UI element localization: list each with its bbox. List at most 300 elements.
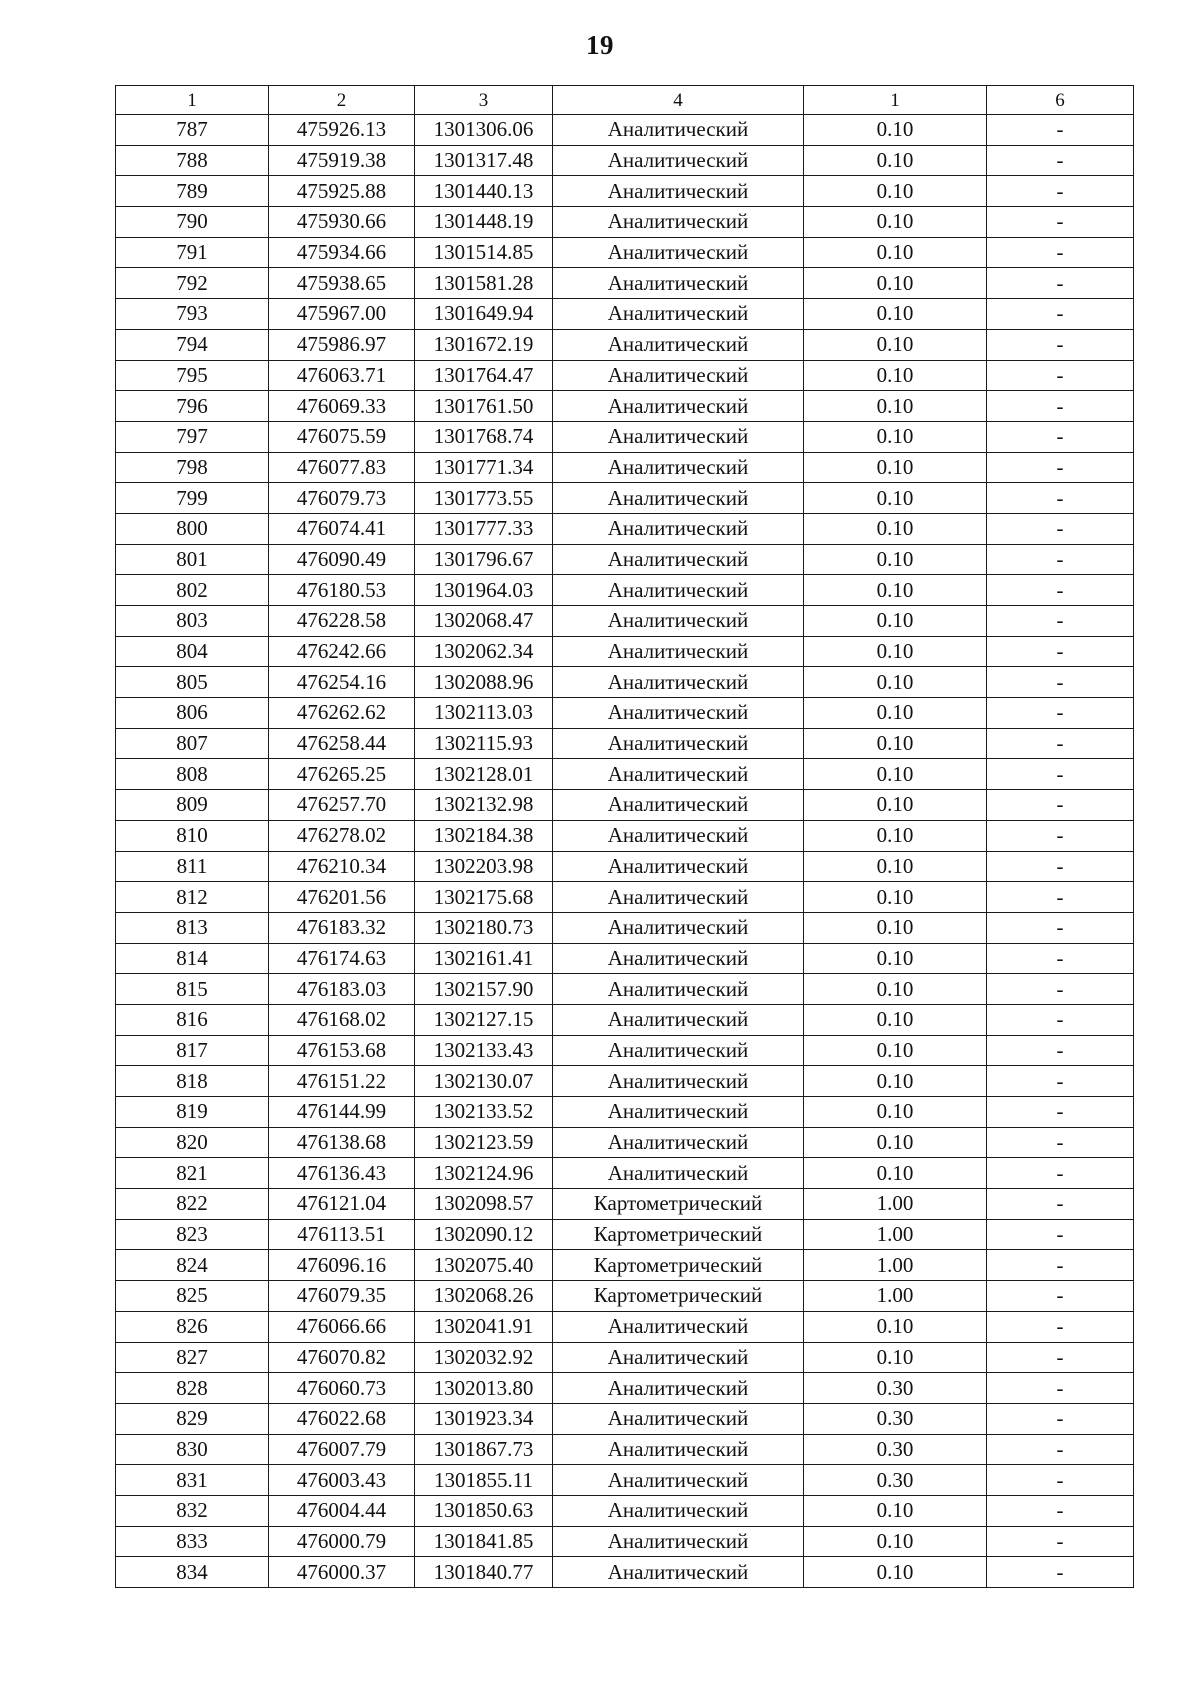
- accuracy-cell: 0.10: [804, 575, 987, 606]
- x-coordinate-cell: 475986.97: [269, 329, 415, 360]
- description-cell: -: [987, 1342, 1134, 1373]
- accuracy-cell: 0.10: [804, 299, 987, 330]
- accuracy-cell: 0.10: [804, 207, 987, 238]
- y-coordinate-cell: 1301867.73: [415, 1434, 553, 1465]
- method-cell: Аналитический: [553, 1097, 804, 1128]
- y-coordinate-cell: 1301317.48: [415, 145, 553, 176]
- description-cell: -: [987, 759, 1134, 790]
- table-row: [116, 636, 1134, 667]
- table-row: [116, 667, 1134, 698]
- x-coordinate-cell: 476066.66: [269, 1311, 415, 1342]
- table-row: [116, 1495, 1134, 1526]
- x-coordinate-cell: 476074.41: [269, 513, 415, 544]
- table-row: [116, 1219, 1134, 1250]
- point-number-cell: 831: [116, 1465, 269, 1496]
- x-coordinate-cell: 476090.49: [269, 544, 415, 575]
- accuracy-cell: 0.10: [804, 360, 987, 391]
- point-number-cell: 791: [116, 237, 269, 268]
- method-cell: Аналитический: [553, 544, 804, 575]
- table-row: [116, 974, 1134, 1005]
- point-number-cell: 824: [116, 1250, 269, 1281]
- point-number-cell: 833: [116, 1526, 269, 1557]
- description-cell: -: [987, 1526, 1134, 1557]
- page-number: 19: [586, 30, 614, 60]
- y-coordinate-cell: 1302041.91: [415, 1311, 553, 1342]
- table-row: [116, 1158, 1134, 1189]
- accuracy-cell: 0.10: [804, 1097, 987, 1128]
- table-row: [116, 360, 1134, 391]
- point-number-cell: 822: [116, 1189, 269, 1220]
- y-coordinate-cell: 1301649.94: [415, 299, 553, 330]
- x-coordinate-cell: 476210.34: [269, 851, 415, 882]
- table-row: [116, 1004, 1134, 1035]
- y-coordinate-cell: 1301841.85: [415, 1526, 553, 1557]
- x-coordinate-cell: 476153.68: [269, 1035, 415, 1066]
- description-cell: -: [987, 1373, 1134, 1404]
- method-cell: Аналитический: [553, 943, 804, 974]
- accuracy-cell: 1.00: [804, 1281, 987, 1312]
- y-coordinate-cell: 1301764.47: [415, 360, 553, 391]
- point-number-cell: 827: [116, 1342, 269, 1373]
- method-cell: Аналитический: [553, 912, 804, 943]
- x-coordinate-cell: 476079.35: [269, 1281, 415, 1312]
- point-number-cell: 825: [116, 1281, 269, 1312]
- table-row: [116, 851, 1134, 882]
- table-header-row: [116, 86, 1134, 115]
- table-row: [116, 207, 1134, 238]
- accuracy-cell: 0.10: [804, 513, 987, 544]
- description-cell: -: [987, 483, 1134, 514]
- method-cell: Аналитический: [553, 698, 804, 729]
- method-cell: Аналитический: [553, 1434, 804, 1465]
- method-cell: Аналитический: [553, 759, 804, 790]
- description-cell: -: [987, 207, 1134, 238]
- table-row: [116, 513, 1134, 544]
- method-cell: Аналитический: [553, 1311, 804, 1342]
- x-coordinate-cell: 475926.13: [269, 115, 415, 146]
- accuracy-cell: 0.10: [804, 1557, 987, 1588]
- table-row: [116, 1127, 1134, 1158]
- point-number-cell: 790: [116, 207, 269, 238]
- accuracy-cell: 0.10: [804, 268, 987, 299]
- description-cell: -: [987, 176, 1134, 207]
- accuracy-cell: 1.00: [804, 1219, 987, 1250]
- x-coordinate-cell: 476262.62: [269, 698, 415, 729]
- method-cell: Аналитический: [553, 1066, 804, 1097]
- table-row: [116, 268, 1134, 299]
- x-coordinate-cell: 476060.73: [269, 1373, 415, 1404]
- accuracy-cell: 1.00: [804, 1189, 987, 1220]
- description-cell: -: [987, 1004, 1134, 1035]
- description-cell: -: [987, 667, 1134, 698]
- description-cell: -: [987, 790, 1134, 821]
- accuracy-cell: 0.10: [804, 452, 987, 483]
- x-coordinate-cell: 476121.04: [269, 1189, 415, 1220]
- table-row: [116, 544, 1134, 575]
- x-coordinate-cell: 475938.65: [269, 268, 415, 299]
- table-row: [116, 483, 1134, 514]
- accuracy-cell: 1.00: [804, 1250, 987, 1281]
- method-cell: Аналитический: [553, 513, 804, 544]
- accuracy-cell: 0.10: [804, 636, 987, 667]
- y-coordinate-cell: 1302175.68: [415, 882, 553, 913]
- method-cell: Аналитический: [553, 820, 804, 851]
- table-row: [116, 1373, 1134, 1404]
- table-row: [116, 176, 1134, 207]
- y-coordinate-cell: 1302133.43: [415, 1035, 553, 1066]
- table-row: [116, 1250, 1134, 1281]
- table-row: [116, 698, 1134, 729]
- method-cell: Аналитический: [553, 115, 804, 146]
- y-coordinate-cell: 1302184.38: [415, 820, 553, 851]
- table-row: [116, 1035, 1134, 1066]
- point-number-cell: 789: [116, 176, 269, 207]
- description-cell: -: [987, 1311, 1134, 1342]
- column-header: 1: [804, 86, 987, 115]
- point-number-cell: 800: [116, 513, 269, 544]
- x-coordinate-cell: 476144.99: [269, 1097, 415, 1128]
- y-coordinate-cell: 1302124.96: [415, 1158, 553, 1189]
- point-number-cell: 815: [116, 974, 269, 1005]
- description-cell: -: [987, 1066, 1134, 1097]
- x-coordinate-cell: 476151.22: [269, 1066, 415, 1097]
- table-row: [116, 329, 1134, 360]
- table-row: [116, 728, 1134, 759]
- y-coordinate-cell: 1301672.19: [415, 329, 553, 360]
- description-cell: -: [987, 1434, 1134, 1465]
- y-coordinate-cell: 1302180.73: [415, 912, 553, 943]
- accuracy-cell: 0.10: [804, 943, 987, 974]
- description-cell: -: [987, 575, 1134, 606]
- table-row: [116, 391, 1134, 422]
- point-number-cell: 810: [116, 820, 269, 851]
- description-cell: -: [987, 1127, 1134, 1158]
- y-coordinate-cell: 1301850.63: [415, 1495, 553, 1526]
- table-row: [116, 606, 1134, 637]
- description-cell: -: [987, 820, 1134, 851]
- accuracy-cell: 0.30: [804, 1434, 987, 1465]
- x-coordinate-cell: 476007.79: [269, 1434, 415, 1465]
- y-coordinate-cell: 1301448.19: [415, 207, 553, 238]
- accuracy-cell: 0.10: [804, 1066, 987, 1097]
- x-coordinate-cell: 476079.73: [269, 483, 415, 514]
- method-cell: Картометрический: [553, 1219, 804, 1250]
- table-row: [116, 145, 1134, 176]
- description-cell: -: [987, 606, 1134, 637]
- point-number-cell: 798: [116, 452, 269, 483]
- x-coordinate-cell: 476183.32: [269, 912, 415, 943]
- x-coordinate-cell: 476003.43: [269, 1465, 415, 1496]
- method-cell: Аналитический: [553, 483, 804, 514]
- y-coordinate-cell: 1302098.57: [415, 1189, 553, 1220]
- description-cell: -: [987, 1465, 1134, 1496]
- point-number-cell: 817: [116, 1035, 269, 1066]
- y-coordinate-cell: 1302113.03: [415, 698, 553, 729]
- table-row: [116, 1526, 1134, 1557]
- method-cell: Аналитический: [553, 790, 804, 821]
- description-cell: -: [987, 912, 1134, 943]
- x-coordinate-cell: 476138.68: [269, 1127, 415, 1158]
- accuracy-cell: 0.10: [804, 145, 987, 176]
- y-coordinate-cell: 1302123.59: [415, 1127, 553, 1158]
- description-cell: -: [987, 1097, 1134, 1128]
- description-cell: -: [987, 452, 1134, 483]
- y-coordinate-cell: 1302032.92: [415, 1342, 553, 1373]
- description-cell: -: [987, 329, 1134, 360]
- table-row: [116, 1097, 1134, 1128]
- x-coordinate-cell: 476174.63: [269, 943, 415, 974]
- method-cell: Аналитический: [553, 1526, 804, 1557]
- accuracy-cell: 0.10: [804, 237, 987, 268]
- accuracy-cell: 0.10: [804, 544, 987, 575]
- y-coordinate-cell: 1301964.03: [415, 575, 553, 606]
- table-row: [116, 1342, 1134, 1373]
- table-row: [116, 820, 1134, 851]
- method-cell: Аналитический: [553, 1035, 804, 1066]
- y-coordinate-cell: 1301440.13: [415, 176, 553, 207]
- coordinates-table: [115, 85, 1134, 1588]
- point-number-cell: 809: [116, 790, 269, 821]
- x-coordinate-cell: 476000.79: [269, 1526, 415, 1557]
- accuracy-cell: 0.10: [804, 176, 987, 207]
- x-coordinate-cell: 476180.53: [269, 575, 415, 606]
- point-number-cell: 821: [116, 1158, 269, 1189]
- method-cell: Аналитический: [553, 421, 804, 452]
- x-coordinate-cell: 476069.33: [269, 391, 415, 422]
- column-header: 1: [116, 86, 269, 115]
- accuracy-cell: 0.30: [804, 1403, 987, 1434]
- method-cell: Аналитический: [553, 1158, 804, 1189]
- table-row: [116, 237, 1134, 268]
- column-header: 2: [269, 86, 415, 115]
- method-cell: Аналитический: [553, 207, 804, 238]
- method-cell: Картометрический: [553, 1189, 804, 1220]
- point-number-cell: 830: [116, 1434, 269, 1465]
- x-coordinate-cell: 475919.38: [269, 145, 415, 176]
- y-coordinate-cell: 1302075.40: [415, 1250, 553, 1281]
- method-cell: Аналитический: [553, 145, 804, 176]
- accuracy-cell: 0.10: [804, 329, 987, 360]
- description-cell: -: [987, 145, 1134, 176]
- accuracy-cell: 0.10: [804, 1495, 987, 1526]
- table-row: [116, 943, 1134, 974]
- description-cell: -: [987, 237, 1134, 268]
- y-coordinate-cell: 1302013.80: [415, 1373, 553, 1404]
- table-row: [116, 1403, 1134, 1434]
- y-coordinate-cell: 1301771.34: [415, 452, 553, 483]
- accuracy-cell: 0.10: [804, 421, 987, 452]
- description-cell: -: [987, 513, 1134, 544]
- point-number-cell: 828: [116, 1373, 269, 1404]
- description-cell: -: [987, 391, 1134, 422]
- accuracy-cell: 0.10: [804, 851, 987, 882]
- x-coordinate-cell: 476075.59: [269, 421, 415, 452]
- method-cell: Аналитический: [553, 1557, 804, 1588]
- accuracy-cell: 0.10: [804, 912, 987, 943]
- description-cell: -: [987, 1281, 1134, 1312]
- point-number-cell: 794: [116, 329, 269, 360]
- description-cell: -: [987, 728, 1134, 759]
- method-cell: Аналитический: [553, 329, 804, 360]
- x-coordinate-cell: 476022.68: [269, 1403, 415, 1434]
- point-number-cell: 801: [116, 544, 269, 575]
- description-cell: -: [987, 974, 1134, 1005]
- accuracy-cell: 0.10: [804, 483, 987, 514]
- point-number-cell: 813: [116, 912, 269, 943]
- table-row: [116, 421, 1134, 452]
- point-number-cell: 812: [116, 882, 269, 913]
- y-coordinate-cell: 1301514.85: [415, 237, 553, 268]
- accuracy-cell: 0.10: [804, 790, 987, 821]
- method-cell: Картометрический: [553, 1250, 804, 1281]
- accuracy-cell: 0.10: [804, 759, 987, 790]
- method-cell: Аналитический: [553, 176, 804, 207]
- point-number-cell: 823: [116, 1219, 269, 1250]
- description-cell: -: [987, 943, 1134, 974]
- description-cell: -: [987, 421, 1134, 452]
- table-row: [116, 882, 1134, 913]
- y-coordinate-cell: 1302203.98: [415, 851, 553, 882]
- table-row: [116, 1066, 1134, 1097]
- description-cell: -: [987, 115, 1134, 146]
- x-coordinate-cell: 476004.44: [269, 1495, 415, 1526]
- point-number-cell: 796: [116, 391, 269, 422]
- point-number-cell: 818: [116, 1066, 269, 1097]
- description-cell: -: [987, 544, 1134, 575]
- accuracy-cell: 0.10: [804, 606, 987, 637]
- description-cell: -: [987, 1189, 1134, 1220]
- y-coordinate-cell: 1302068.47: [415, 606, 553, 637]
- y-coordinate-cell: 1302157.90: [415, 974, 553, 1005]
- point-number-cell: 804: [116, 636, 269, 667]
- table-row: [116, 1281, 1134, 1312]
- x-coordinate-cell: 475967.00: [269, 299, 415, 330]
- point-number-cell: 802: [116, 575, 269, 606]
- accuracy-cell: 0.10: [804, 882, 987, 913]
- table-row: [116, 759, 1134, 790]
- table-body: [116, 86, 1134, 1588]
- y-coordinate-cell: 1302127.15: [415, 1004, 553, 1035]
- x-coordinate-cell: 476258.44: [269, 728, 415, 759]
- point-number-cell: 829: [116, 1403, 269, 1434]
- y-coordinate-cell: 1302133.52: [415, 1097, 553, 1128]
- point-number-cell: 826: [116, 1311, 269, 1342]
- point-number-cell: 793: [116, 299, 269, 330]
- point-number-cell: 788: [116, 145, 269, 176]
- point-number-cell: 820: [116, 1127, 269, 1158]
- x-coordinate-cell: 475925.88: [269, 176, 415, 207]
- x-coordinate-cell: 475934.66: [269, 237, 415, 268]
- y-coordinate-cell: 1301761.50: [415, 391, 553, 422]
- x-coordinate-cell: 476077.83: [269, 452, 415, 483]
- y-coordinate-cell: 1301796.67: [415, 544, 553, 575]
- accuracy-cell: 0.10: [804, 1158, 987, 1189]
- method-cell: Аналитический: [553, 1127, 804, 1158]
- table-row: [116, 1434, 1134, 1465]
- point-number-cell: 795: [116, 360, 269, 391]
- y-coordinate-cell: 1302128.01: [415, 759, 553, 790]
- accuracy-cell: 0.10: [804, 820, 987, 851]
- description-cell: -: [987, 1557, 1134, 1588]
- accuracy-cell: 0.10: [804, 1035, 987, 1066]
- description-cell: -: [987, 1403, 1134, 1434]
- point-number-cell: 814: [116, 943, 269, 974]
- y-coordinate-cell: 1302161.41: [415, 943, 553, 974]
- x-coordinate-cell: 476070.82: [269, 1342, 415, 1373]
- table-row: [116, 912, 1134, 943]
- y-coordinate-cell: 1302132.98: [415, 790, 553, 821]
- table-row: [116, 790, 1134, 821]
- column-header: 4: [553, 86, 804, 115]
- accuracy-cell: 0.10: [804, 728, 987, 759]
- x-coordinate-cell: 476183.03: [269, 974, 415, 1005]
- y-coordinate-cell: 1302090.12: [415, 1219, 553, 1250]
- method-cell: Аналитический: [553, 667, 804, 698]
- x-coordinate-cell: 476000.37: [269, 1557, 415, 1588]
- method-cell: Аналитический: [553, 575, 804, 606]
- accuracy-cell: 0.10: [804, 1342, 987, 1373]
- x-coordinate-cell: 476257.70: [269, 790, 415, 821]
- y-coordinate-cell: 1302115.93: [415, 728, 553, 759]
- point-number-cell: 806: [116, 698, 269, 729]
- point-number-cell: 803: [116, 606, 269, 637]
- description-cell: -: [987, 1250, 1134, 1281]
- x-coordinate-cell: 476254.16: [269, 667, 415, 698]
- point-number-cell: 792: [116, 268, 269, 299]
- description-cell: -: [987, 299, 1134, 330]
- point-number-cell: 811: [116, 851, 269, 882]
- point-number-cell: 834: [116, 1557, 269, 1588]
- x-coordinate-cell: 476168.02: [269, 1004, 415, 1035]
- description-cell: -: [987, 1219, 1134, 1250]
- x-coordinate-cell: 476063.71: [269, 360, 415, 391]
- description-cell: -: [987, 882, 1134, 913]
- method-cell: Аналитический: [553, 237, 804, 268]
- method-cell: Картометрический: [553, 1281, 804, 1312]
- description-cell: -: [987, 698, 1134, 729]
- table-row: [116, 1465, 1134, 1496]
- accuracy-cell: 0.10: [804, 667, 987, 698]
- point-number-cell: 787: [116, 115, 269, 146]
- column-header: 6: [987, 86, 1134, 115]
- description-cell: -: [987, 268, 1134, 299]
- y-coordinate-cell: 1301581.28: [415, 268, 553, 299]
- y-coordinate-cell: 1301773.55: [415, 483, 553, 514]
- method-cell: Аналитический: [553, 606, 804, 637]
- accuracy-cell: 0.30: [804, 1465, 987, 1496]
- method-cell: Аналитический: [553, 1373, 804, 1404]
- method-cell: Аналитический: [553, 1465, 804, 1496]
- accuracy-cell: 0.10: [804, 391, 987, 422]
- y-coordinate-cell: 1302068.26: [415, 1281, 553, 1312]
- method-cell: Аналитический: [553, 974, 804, 1005]
- method-cell: Аналитический: [553, 1495, 804, 1526]
- point-number-cell: 807: [116, 728, 269, 759]
- x-coordinate-cell: 476265.25: [269, 759, 415, 790]
- description-cell: -: [987, 636, 1134, 667]
- accuracy-cell: 0.10: [804, 974, 987, 1005]
- x-coordinate-cell: 476228.58: [269, 606, 415, 637]
- y-coordinate-cell: 1302062.34: [415, 636, 553, 667]
- method-cell: Аналитический: [553, 452, 804, 483]
- method-cell: Аналитический: [553, 299, 804, 330]
- y-coordinate-cell: 1302088.96: [415, 667, 553, 698]
- accuracy-cell: 0.10: [804, 115, 987, 146]
- x-coordinate-cell: 476136.43: [269, 1158, 415, 1189]
- x-coordinate-cell: 476278.02: [269, 820, 415, 851]
- table-row: [116, 1311, 1134, 1342]
- point-number-cell: 816: [116, 1004, 269, 1035]
